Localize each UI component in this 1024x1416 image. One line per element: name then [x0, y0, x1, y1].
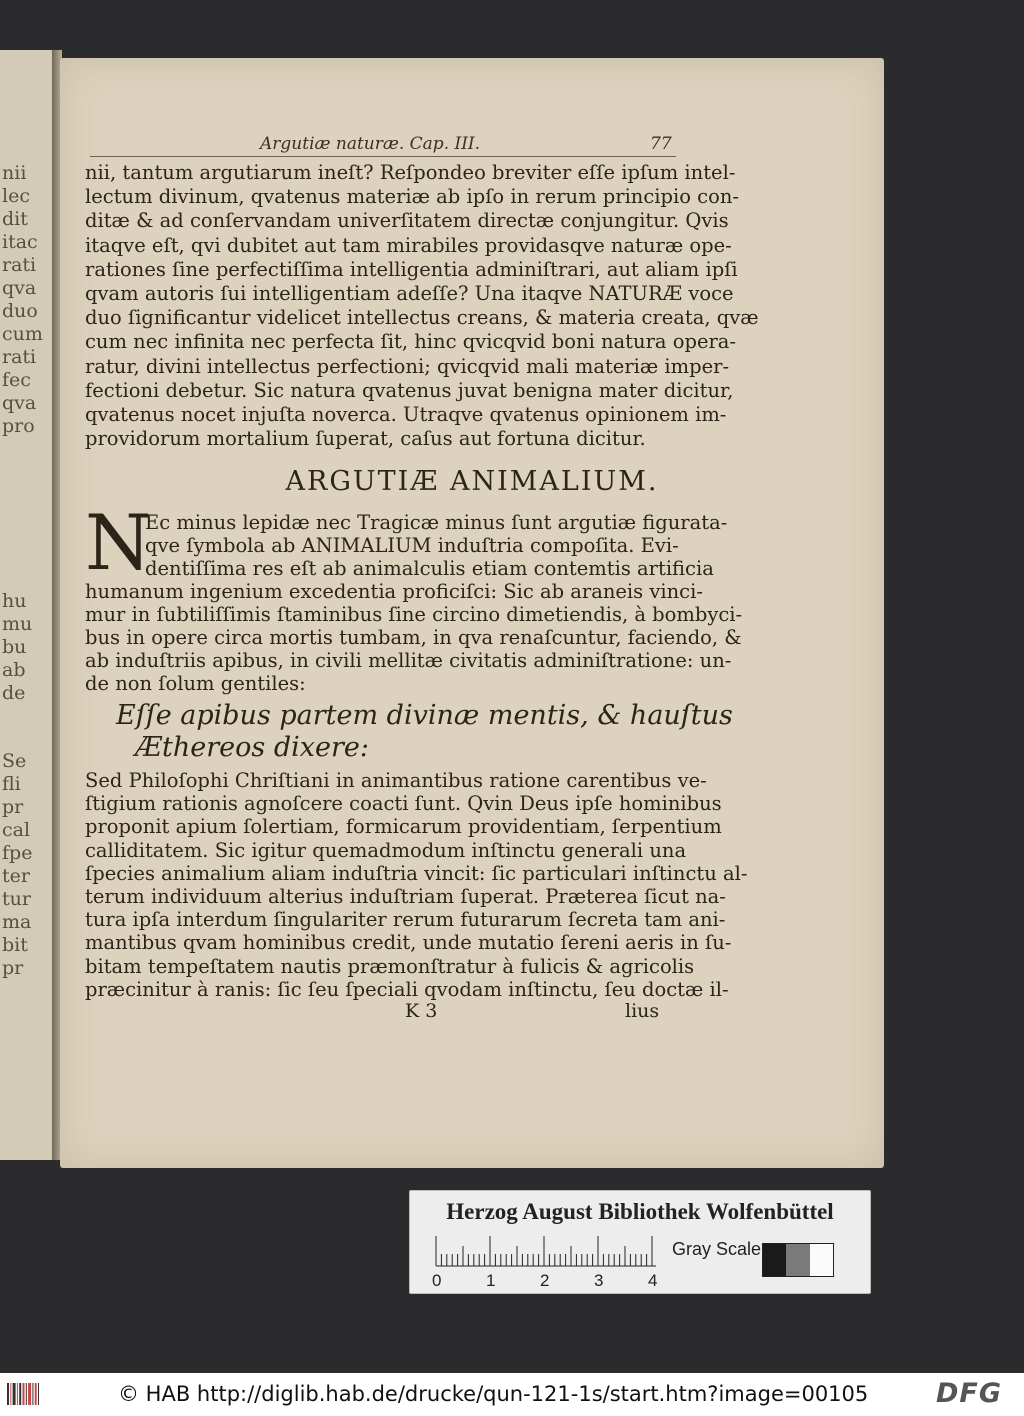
paragraph-1-line: cum nec infinita nec perfecta ſit, hinc qvicqvid boni natura opera-: [85, 330, 737, 354]
paragraph-2-line: mur in ſubtiliſſimis ſtaminibus ſine circino dimetiendis, à bombyci-: [85, 603, 743, 626]
barcode-bar: [17, 1383, 18, 1405]
copyright-link[interactable]: © HAB http://diglib.hab.de/drucke/qun-121-1s/start.htm?image=00105: [118, 1382, 869, 1406]
barcode-bar: [35, 1383, 37, 1405]
left-page-fragment: fli: [2, 773, 21, 795]
barcode-bar: [13, 1383, 16, 1405]
left-page-fragment: fec: [2, 369, 31, 391]
ruler-number: 4: [648, 1271, 658, 1290]
dfg-logo: DFG: [936, 1378, 1003, 1409]
page-header: [60, 134, 884, 158]
paragraph-2-line: dentiſſima res eſt ab animalculis etiam contemtis artificia: [145, 557, 714, 580]
paragraph-3-line: præcinitur à ranis: ſic ſeu ſpeciali qvodam inſtinctu, ſeu doctæ il-: [85, 977, 729, 1001]
left-page-fragment: ter: [2, 865, 30, 887]
left-page-fragment: mu: [2, 613, 33, 635]
paragraph-2-line: bus in opere circa mortis tumbam, in qva renaſcuntur, faciendo, &: [85, 626, 742, 649]
left-page-fragment: cum: [2, 323, 43, 345]
left-page-fragment: rati: [2, 254, 37, 276]
drop-cap: N: [85, 498, 152, 587]
ruler-number: 3: [594, 1271, 604, 1290]
paragraph-1-line: ditæ & ad conſervandam univerſitatem directæ conjungitur. Qvis: [85, 209, 729, 233]
left-page-fragment: rati: [2, 346, 37, 368]
paragraph-3-line: mantibus qvam hominibus credit, unde mutatio ſereni aeris in ſu-: [85, 931, 732, 955]
paragraph-1-line: fectioni debetur. Sic natura qvatenus juvat benigna mater dicitur,: [85, 378, 734, 402]
ruler-number: 2: [540, 1271, 550, 1290]
running-head: Argutiæ naturæ. Cap. III.: [260, 134, 481, 154]
paragraph-1-line: qvatenus nocet injuſta noverca. Utraqve qvatenus opinionem im-: [85, 403, 727, 426]
paragraph-2-line: de non ſolum gentiles:: [85, 672, 306, 695]
library-name: Herzog August Bibliothek Wolfenbüttel: [446, 1199, 834, 1224]
left-page-fragment: ab: [2, 659, 26, 681]
left-page-fragment: tur: [2, 888, 31, 910]
paragraph-1-line: itaqve eſt, qvi dubitet aut tam mirabiles providasqve naturæ ope-: [85, 233, 732, 257]
barcode-bar: [26, 1383, 27, 1405]
signature-mark: K 3: [405, 1000, 438, 1022]
left-page-fragment: cal: [2, 819, 31, 841]
paragraph-1-line: nii, tantum argutiarum ineſt? Reſpondeo breviter eſſe ipſum intel-: [85, 161, 736, 184]
paragraph-3-line: calliditatem. Sic igitur quemadmodum inſtinctu generali una: [85, 838, 687, 862]
left-page-fragment: ma: [2, 911, 32, 933]
paragraph-1-line: rationes ſine perfectiſſima intelligentia adminiſtrari, aut aliam ipſi: [85, 257, 738, 281]
barcode-bar: [23, 1383, 25, 1405]
paragraph-2-line: humanum ingenium excedentia proficiſci: Sic ab araneis vinci-: [85, 580, 703, 603]
left-page-fragment: itac: [2, 231, 38, 253]
paragraph-3-line: Sed Philoſophi Chriſtiani in animantibus ratione carentibus ve-: [85, 769, 707, 792]
left-page-fragment: bit: [2, 934, 28, 956]
paragraph-3-line: bitam tempeſtatem nautis præmonſtratur à fulicis & agricolis: [85, 954, 695, 978]
barcode-icon: [6, 1381, 42, 1407]
section-heading: ARGUTIÆ ANIMALIUM.: [285, 466, 659, 497]
left-page-fragment: pr: [2, 957, 24, 979]
left-page-fragment: hu: [2, 590, 27, 612]
ruler-number: 0: [432, 1271, 442, 1290]
left-page-fragment: pr: [2, 796, 24, 818]
book-page: [60, 58, 884, 1168]
ruler-numbers: [428, 1271, 678, 1291]
left-page-fragment: pro: [2, 415, 35, 437]
paragraph-1-line: ratur, divini intellectus perfectioni; qvicqvid mali materiæ imper-: [85, 354, 730, 378]
paragraph-3-line: tura ipſa interdum ſingulariter rerum futurarum ſecreta tam ani-: [85, 908, 726, 932]
paragraph-3-line: ſtigium rationis agnoſcere coacti ſunt. Qvin Deus ipſe hominibus: [85, 792, 722, 816]
paragraph-1-line: duo ſignificantur videlicet intellectus creans, & materia creata, qvæ: [85, 306, 759, 330]
left-page-fragment: fpe: [2, 842, 33, 864]
barcode-bar: [32, 1383, 33, 1405]
catchword: lius: [625, 1000, 660, 1022]
left-page-fragment: dit: [2, 208, 28, 230]
left-page-fragment: Se: [2, 750, 27, 772]
verse-line: Æthereos dixere:: [135, 732, 369, 763]
barcode-bar: [38, 1383, 39, 1405]
paragraph-1-line: lectum divinum, qvatenus materiæ ab ipſo in rerum principio con-: [85, 185, 739, 209]
paragraph-3-line: ſpecies animalium aliam induſtria vincit: ſic particulari inſtinctu al-: [85, 861, 748, 885]
barcode-bar: [10, 1383, 11, 1405]
ruler-scale: [434, 1235, 660, 1267]
page-number: 77: [650, 134, 672, 154]
left-page-fragment: bu: [2, 636, 27, 658]
left-page-fragment: qva: [2, 392, 37, 414]
left-page-fragment: de: [2, 682, 26, 704]
library-color-card: [409, 1190, 871, 1294]
paragraph-1-line: qvam autoris ſui intelligentiam adeſſe? Una itaqve NATURÆ voce: [85, 282, 734, 305]
paragraph-3-line: terum individuum alterius induſtriam ſuperat. Præterea ſicut na-: [85, 885, 726, 908]
paragraph-2-line: ab induſtriis apibus, in civili mellitæ civitatis adminiſtratione: un-: [85, 649, 732, 672]
left-page-fragment: duo: [2, 300, 38, 322]
paragraph-3-line: proponit apium ſolertiam, formicarum providentiam, ſerpentium: [85, 815, 722, 839]
gray-scale-label: Gray Scale: [672, 1239, 762, 1259]
viewer-footer: [0, 1373, 1024, 1416]
left-page-fragment: lec: [2, 185, 30, 207]
gray-scale-swatch: [762, 1243, 834, 1277]
barcode-bar: [7, 1383, 9, 1405]
left-page-fragment: nii: [2, 162, 27, 184]
left-facing-page: [0, 50, 53, 1160]
verse-line: Eſſe apibus partem divinæ mentis, & hauſtus: [116, 700, 733, 731]
paragraph-2-line: Ec minus lepidæ nec Tragicæ minus ſunt argutiæ figurata-: [145, 511, 728, 534]
paragraph-2-line: qve ſymbola ab ANIMALIUM induſtria compoſita. Evi-: [145, 534, 679, 557]
barcode-bar: [19, 1383, 21, 1405]
paragraph-1-line: providorum mortalium ſuperat, caſus aut fortuna dicitur.: [85, 427, 646, 451]
barcode-bar: [28, 1383, 31, 1405]
ruler-number: 1: [486, 1271, 496, 1290]
left-page-fragment: qva: [2, 277, 37, 299]
header-rule: [90, 156, 676, 157]
